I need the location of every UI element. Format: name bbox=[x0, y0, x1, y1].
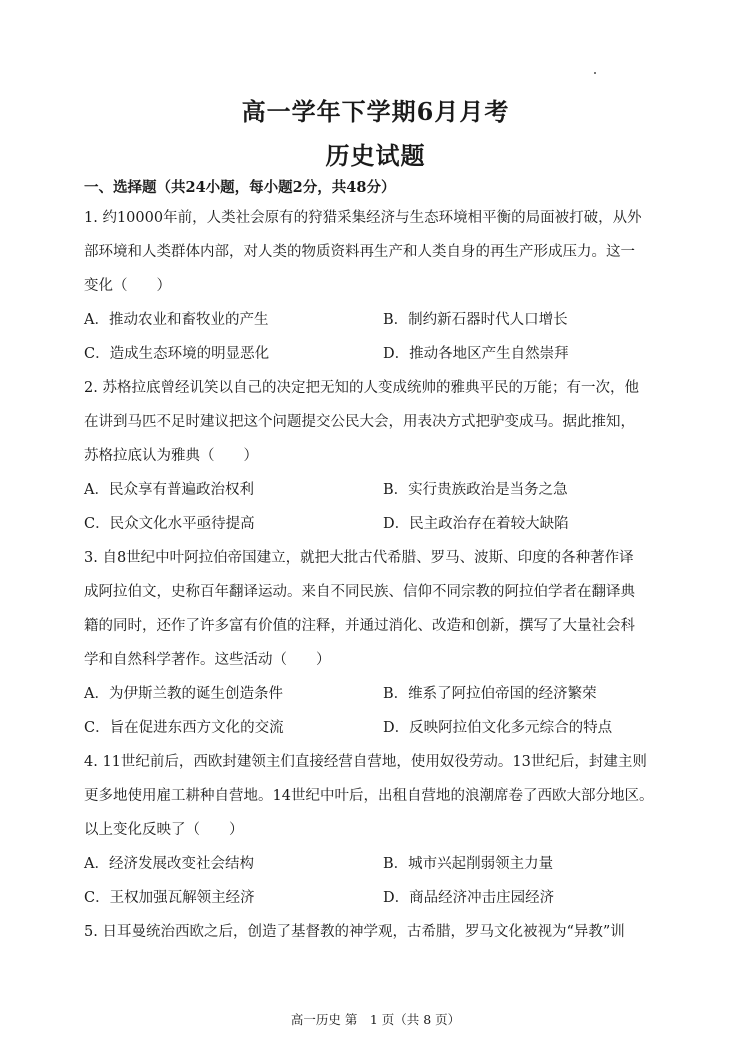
q3-option-d: D．反映阿拉伯文化多元综合的特点 bbox=[383, 720, 613, 736]
q4-option-d: D．商品经济冲击庄园经济 bbox=[383, 890, 555, 906]
q4-option-a: A．经济发展改变社会结构 bbox=[84, 856, 254, 872]
scan-speck bbox=[594, 72, 596, 74]
q1-option-a: A．推动农业和畜牧业的产生 bbox=[84, 312, 269, 328]
q1-line-1: 1. 约10000年前，人类社会原有的狩猎采集经济与生态环境相平衡的局面被打破，从外 bbox=[84, 210, 642, 226]
q4-line-1: 4. 11世纪前后，西欧封建领主们直接经营自营地，使用奴役劳动。13世纪后，封建主则 bbox=[84, 754, 647, 770]
q4-line-2: 更多地使用雇工耕种自营地。14世纪中叶后，出租自营地的浪潮席卷了西欧大部分地区。 bbox=[84, 788, 654, 804]
q2-line-2: 在讲到马匹不足时建议把这个问题提交公民大会，用表决方式把驴变成马。据此推知， bbox=[84, 414, 635, 430]
q4-option-c: C．王权加强瓦解领主经济 bbox=[84, 890, 255, 906]
q1-option-b: B．制约新石器时代人口增长 bbox=[383, 312, 568, 328]
q3-line-2: 成阿拉伯文，史称百年翻译运动。来自不同民族、信仰不同宗教的阿拉伯学者在翻译典 bbox=[84, 584, 635, 600]
q2-option-a: A．民众享有普遍政治权利 bbox=[84, 482, 254, 498]
q3-option-a: A．为伊斯兰教的诞生创造条件 bbox=[84, 686, 283, 702]
exam-title: 高一学年下学期6月月考 bbox=[241, 97, 510, 126]
q2-option-c: C．民众文化水平亟待提高 bbox=[84, 516, 255, 532]
section-heading: 一、选择题（共24小题，每小题2分，共48分） bbox=[84, 179, 396, 196]
q1-option-c: C．造成生态环境的明显恶化 bbox=[84, 346, 270, 362]
q4-line-3: 以上变化反映了（ ） bbox=[84, 822, 244, 838]
q2-option-b: B．实行贵族政治是当务之急 bbox=[383, 482, 568, 498]
q3-line-3: 籍的同时，还作了许多富有价值的注释，并通过消化、改造和创新，撰写了大量社会科 bbox=[84, 618, 635, 634]
q1-line-3: 变化（ ） bbox=[84, 278, 171, 294]
q3-option-b: B．维系了阿拉伯帝国的经济繁荣 bbox=[383, 686, 597, 702]
page-footer: 高一历史 第 1 页（共 8 页） bbox=[290, 1012, 461, 1027]
q2-line-1: 2. 苏格拉底曾经讥笑以自己的决定把无知的人变成统帅的雅典平民的万能；有一次，他 bbox=[84, 380, 639, 396]
q3-option-c: C．旨在促进东西方文化的交流 bbox=[84, 720, 284, 736]
q5-line-1: 5. 日耳曼统治西欧之后，创造了基督教的神学观，古希腊，罗马文化被视为“异教”训 bbox=[84, 924, 625, 940]
q2-line-3: 苏格拉底认为雅典（ ） bbox=[84, 448, 258, 464]
q1-line-2: 部环境和人类群体内部，对人类的物质资料再生产和人类自身的再生产形成压力。这一 bbox=[84, 244, 635, 260]
q4-option-b: B．城市兴起削弱领主力量 bbox=[383, 856, 554, 872]
q3-line-1: 3. 自8世纪中叶阿拉伯帝国建立，就把大批古代希腊、罗马、波斯、印度的各种著作译 bbox=[84, 550, 634, 566]
q1-option-d: D．推动各地区产生自然崇拜 bbox=[383, 346, 569, 362]
q3-line-4: 学和自然科学著作。这些活动（ ） bbox=[84, 652, 331, 668]
exam-subtitle: 历史试题 bbox=[325, 141, 426, 170]
q2-option-d: D．民主政治存在着较大缺陷 bbox=[383, 516, 569, 532]
